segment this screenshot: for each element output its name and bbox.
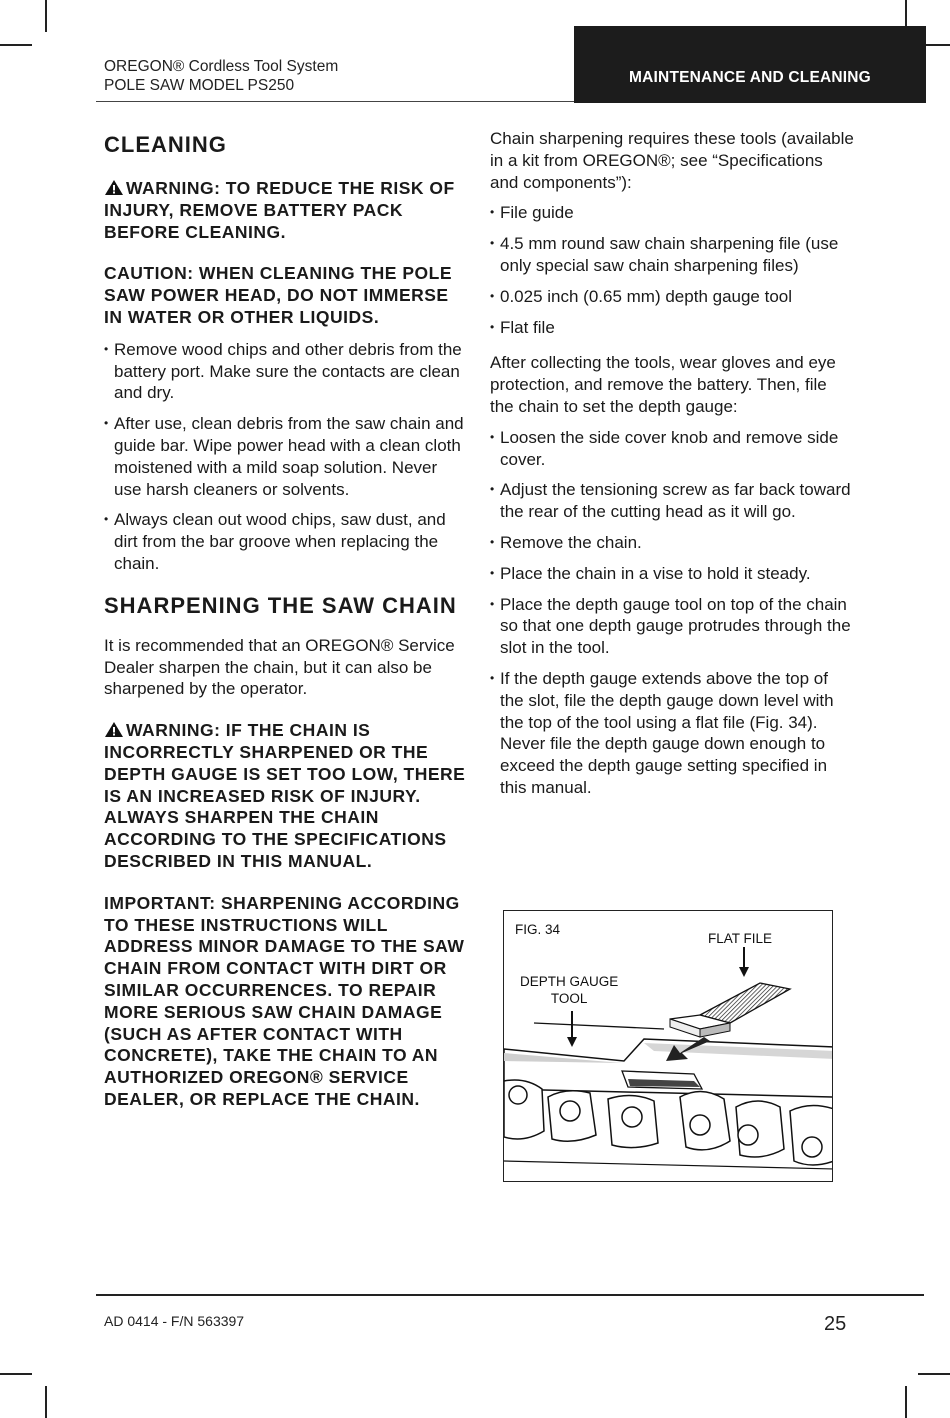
list-item: • Adjust the tensioning screw as far back toward the rear of the cutting head as it will go. bbox=[490, 479, 855, 523]
sharpening-warning-text: WARNING: IF THE CHAIN IS INCORRECTLY SHARPENED OR THE DEPTH GAUGE IS SET TOO LOW, THERE IS AN INCREASED RISK OF INJURY. ALWAYS SHARPEN THE CHAIN ACCORDING TO THE SPECIFICATIONS DESCRIBED IN THIS MANUAL. bbox=[104, 720, 466, 871]
list-item: • If the depth gauge extends above the top of the slot, file the depth gauge down level with the top of the tool using a flat file (Fig. 34). Never file the depth gauge down enough to exceed the depth gauge setting specified in this manual. bbox=[490, 668, 855, 799]
crop-mark bbox=[905, 1386, 907, 1418]
figure-label: FIG. 34 bbox=[515, 922, 561, 937]
sharpening-heading: SHARPENING THE SAW CHAIN bbox=[104, 592, 457, 618]
list-item: • Loosen the side cover knob and remove side cover. bbox=[490, 427, 855, 471]
sharpening-intro: It is recommended that an OREGON® Service Dealer sharpen the chain, but it can also be sharpened by the operator. bbox=[104, 635, 455, 699]
crop-mark bbox=[45, 1386, 47, 1418]
list-item: • After use, clean debris from the saw chain and guide bar. Wipe power head with a clean cloth moistened with a mild soap solution. Never use harsh cleaners or solvents. bbox=[104, 413, 466, 500]
depth-gauge-label-line2: TOOL bbox=[550, 991, 588, 1006]
list-item: • Always clean out wood chips, saw dust, and dirt from the bar groove when replacing the chain. bbox=[104, 509, 466, 574]
list-item: • Place the depth gauge tool on top of the chain so that one depth gauge protrudes through the slot in the tool. bbox=[490, 594, 855, 659]
list-item: • Remove the chain. bbox=[490, 532, 855, 554]
cleaning-warning bbox=[104, 178, 466, 243]
right-column bbox=[490, 128, 855, 799]
cleaning-list bbox=[104, 339, 466, 575]
warning-icon bbox=[104, 721, 124, 738]
crop-mark bbox=[0, 1373, 32, 1375]
tools-list bbox=[490, 202, 855, 338]
footer-rule bbox=[96, 1294, 924, 1296]
steps-list bbox=[490, 427, 855, 799]
list-item: • Remove wood chips and other debris from the battery port. Make sure the contacts are clean and dry. bbox=[104, 339, 466, 404]
left-column bbox=[104, 128, 466, 1111]
cleaning-heading: CLEANING bbox=[104, 132, 227, 157]
section-tab-label: MAINTENANCE AND CLEANING bbox=[629, 69, 871, 86]
running-header bbox=[104, 57, 338, 95]
sharpening-important: IMPORTANT: SHARPENING ACCORDING TO THESE INSTRUCTIONS WILL ADDRESS MINOR DAMAGE TO THE SAW CHAIN FROM CONTACT WITH DIRT OR SIMILAR OCCURRENCES. TO REPAIR MORE SERIOUS SAW CHAIN DAMAGE (SUCH AS AFTER CONTACT WITH CONCRETE), TAKE THE CHAIN TO AN AUTHORIZED OREGON® SERVICE DEALER, OR REPLACE THE CHAIN. bbox=[104, 892, 465, 1109]
crop-mark bbox=[45, 0, 47, 32]
crop-mark bbox=[918, 1373, 950, 1375]
chain-illustration bbox=[504, 911, 833, 1182]
warning-icon bbox=[104, 179, 124, 196]
list-item: • File guide bbox=[490, 202, 855, 224]
crop-mark bbox=[0, 44, 32, 46]
page-number: 25 bbox=[824, 1313, 847, 1335]
list-item: • Place the chain in a vise to hold it steady. bbox=[490, 563, 855, 585]
list-item: • 4.5 mm round saw chain sharpening file (use only special saw chain sharpening files) bbox=[490, 233, 855, 277]
header-product-line: OREGON® Cordless Tool System bbox=[104, 58, 339, 75]
section-tab bbox=[574, 26, 926, 103]
steps-intro: After collecting the tools, wear gloves and eye protection, and remove the battery. Then, file the chain to set the depth gauge: bbox=[490, 353, 836, 416]
figure-34 bbox=[503, 910, 833, 1182]
cleaning-warning-text: WARNING: TO REDUCE THE RISK OF INJURY, REMOVE BATTERY PACK BEFORE CLEANING. bbox=[104, 178, 455, 242]
cleaning-caution: CAUTION: WHEN CLEANING THE POLE SAW POWER HEAD, DO NOT IMMERSE IN WATER OR OTHER LIQUIDS. bbox=[104, 263, 452, 327]
list-item: • 0.025 inch (0.65 mm) depth gauge tool bbox=[490, 286, 855, 308]
tools-intro: Chain sharpening requires these tools (available in a kit from OREGON®; see “Specifications and components”): bbox=[490, 129, 854, 192]
sharpening-warning bbox=[104, 720, 466, 873]
document-code: AD 0414 - F/N 563397 bbox=[104, 1313, 245, 1329]
flat-file-label: FLAT FILE bbox=[708, 931, 773, 946]
header-model-line: POLE SAW MODEL PS250 bbox=[104, 77, 295, 94]
header-rule bbox=[96, 101, 574, 102]
list-item: • Flat file bbox=[490, 317, 855, 339]
depth-gauge-label-line1: DEPTH GAUGE bbox=[520, 974, 619, 989]
